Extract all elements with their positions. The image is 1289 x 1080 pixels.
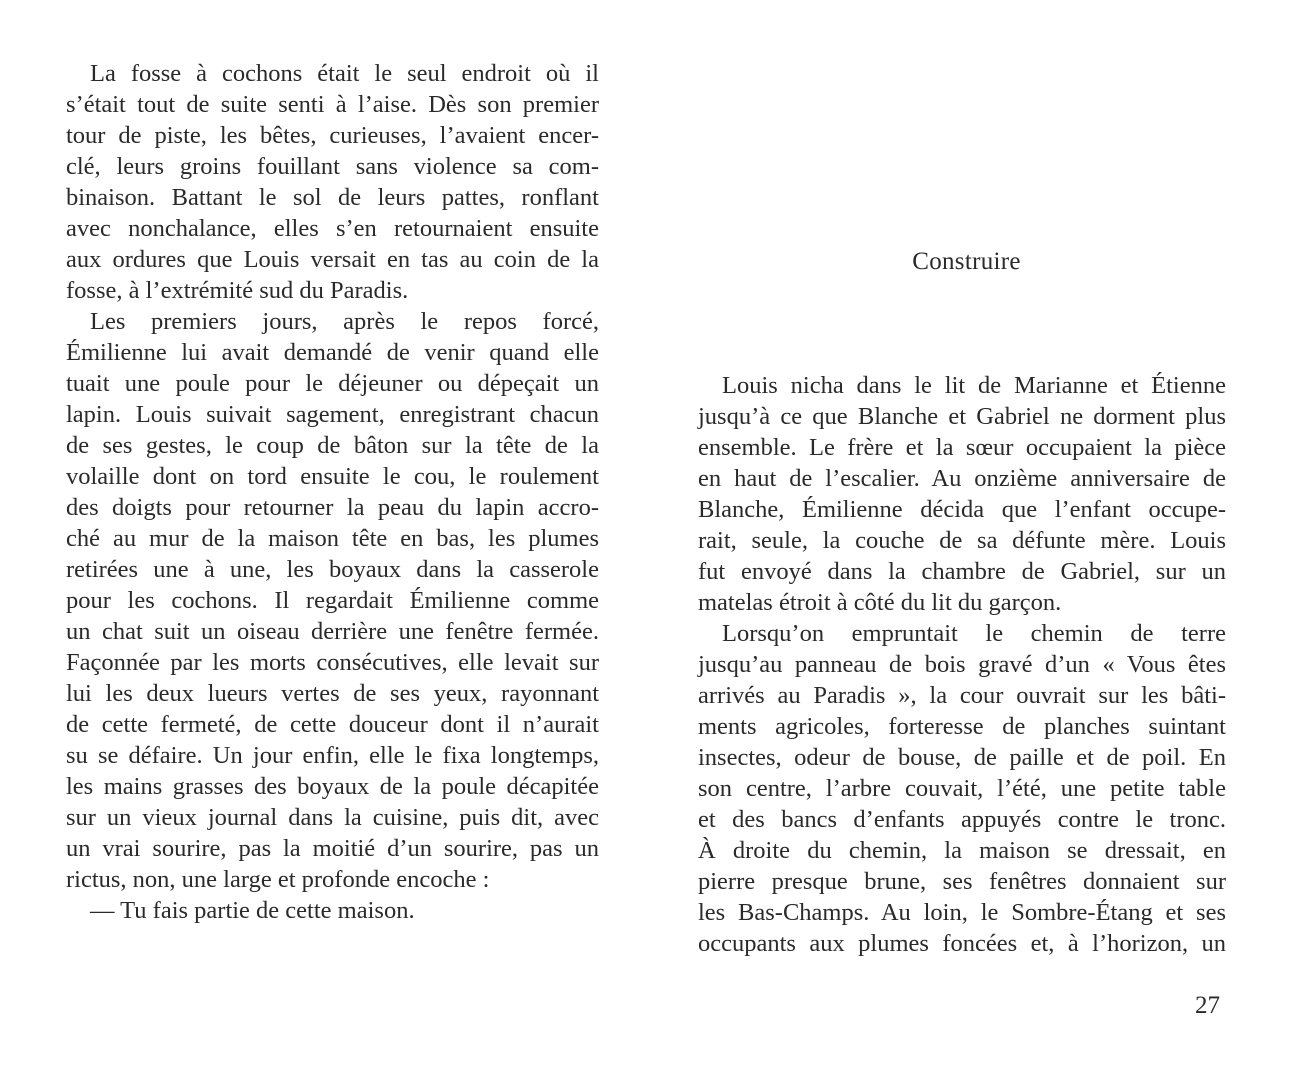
text-line: s’était tout de suite senti à l’aise. Dès son premier [66, 91, 599, 118]
text-line: tour de piste, les bêtes, curieuses, l’avaient encer- [66, 122, 599, 149]
text-line: jusqu’au panneau de bois gravé d’un « Vous êtes [698, 651, 1226, 678]
text-line: matelas étroit à côté du lit du garçon. [698, 589, 1062, 616]
dialogue-line: — Tu fais partie de cette maison. [90, 897, 415, 924]
text-line: aux ordures que Louis versait en tas au coin de la [66, 246, 599, 273]
text-line: sur un vieux journal dans la cuisine, puis dit, avec [66, 804, 599, 831]
text-line: fosse, à l’extrémité sud du Paradis. [66, 277, 409, 304]
text-line: des doigts pour retourner la peau du lapin accro- [66, 494, 599, 521]
text-line: La fosse à cochons était le seul endroit où il [90, 60, 599, 87]
text-line: en haut de l’escalier. Au onzième anniversaire de [698, 465, 1226, 492]
text-line: pour les cochons. Il regardait Émilienne comme [66, 587, 599, 614]
text-line: les Bas-Champs. Au loin, le Sombre-Étang et ses [698, 899, 1226, 926]
text-line: jusqu’à ce que Blanche et Gabriel ne dorment plus [698, 403, 1226, 430]
text-line: les mains grasses des boyaux de la poule décapitée [66, 773, 599, 800]
text-line: Émilienne lui avait demandé de venir quand elle [66, 339, 599, 366]
text-line: ché au mur de la maison tête en bas, les plumes [66, 525, 599, 552]
left-page [0, 0, 644, 1080]
right-page [644, 0, 1289, 1080]
chapter-title: Construire [912, 248, 1021, 275]
text-line: Façonnée par les morts consécutives, elle levait sur [66, 649, 599, 676]
text-line: insectes, odeur de bouse, de paille et de poil. En [698, 744, 1226, 771]
text-line: et des bancs d’enfants appuyés contre le tronc. [698, 806, 1226, 833]
text-line: Blanche, Émilienne décida que l’enfant occupe- [698, 496, 1226, 523]
text-line: clé, leurs groins fouillant sans violence sa com- [66, 153, 599, 180]
text-line: de cette fermeté, de cette douceur dont il n’aurait [66, 711, 599, 738]
page-number: 27 [1195, 992, 1220, 1019]
text-line: Les premiers jours, après le repos forcé, [90, 308, 599, 335]
text-line: rait, seule, la couche de sa défunte mère. Louis [698, 527, 1226, 554]
text-line: avec nonchalance, elles s’en retournaient ensuite [66, 215, 599, 242]
text-line: tuait une poule pour le déjeuner ou dépeçait un [66, 370, 599, 397]
text-line: un chat suit un oiseau derrière une fenêtre fermée. [66, 618, 599, 645]
text-line: rictus, non, une large et profonde encoche : [66, 866, 490, 893]
text-line: su se défaire. Un jour enfin, elle le fixa longtemps, [66, 742, 599, 769]
text-line: fut envoyé dans la chambre de Gabriel, sur un [698, 558, 1226, 585]
text-line: occupants aux plumes foncées et, à l’horizon, un [698, 930, 1226, 957]
text-line: lui les deux lueurs vertes de ses yeux, rayonnant [66, 680, 599, 707]
text-line: Louis nicha dans le lit de Marianne et Étienne [722, 372, 1226, 399]
text-line: son centre, l’arbre couvait, l’été, une petite table [698, 775, 1226, 802]
text-line: retirées une à une, les boyaux dans la casserole [66, 556, 599, 583]
text-line: arrivés au Paradis », la cour ouvrait sur les bâti- [698, 682, 1226, 709]
text-line: volaille dont on tord ensuite le cou, le roulement [66, 463, 599, 490]
text-line: de ses gestes, le coup de bâton sur la tête de la [66, 432, 599, 459]
text-line: Lorsqu’on empruntait le chemin de terre [722, 620, 1226, 647]
text-line: un vrai sourire, pas la moitié d’un sourire, pas un [66, 835, 599, 862]
text-line: À droite du chemin, la maison se dressait, en [698, 837, 1226, 864]
text-line: ensemble. Le frère et la sœur occupaient la pièce [698, 434, 1226, 461]
text-line: pierre presque brune, ses fenêtres donnaient sur [698, 868, 1226, 895]
text-line: lapin. Louis suivait sagement, enregistrant chacun [66, 401, 599, 428]
text-line: ments agricoles, forteresse de planches suintant [698, 713, 1226, 740]
text-line: binaison. Battant le sol de leurs pattes, ronflant [66, 184, 599, 211]
